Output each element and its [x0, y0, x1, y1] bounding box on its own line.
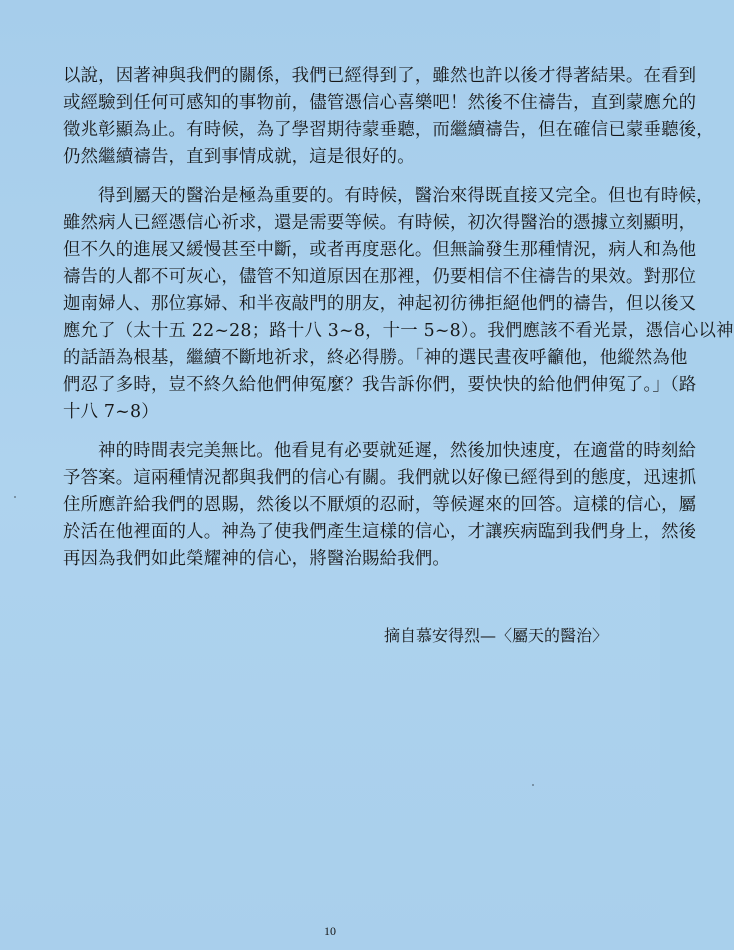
text-line: 得到屬天的醫治是極為重要的。有時候，醫治來得既直接又完全。但也有時候，	[98, 186, 714, 206]
scan-speck	[532, 784, 534, 786]
text-line: 十八 7~8）	[63, 402, 159, 422]
text-line: 的話語為根基，繼續不斷地祈求，終必得勝。「神的選民晝夜呼籲他，他縱然為他	[63, 348, 688, 368]
text-line: 仍然繼續禱告，直到事情成就，這是很好的。	[63, 147, 415, 167]
text-line: 雖然病人已經憑信心祈求，還是需要等候。有時候，初次得醫治的憑據立刻顯明，	[63, 213, 697, 233]
page-number: 10	[324, 924, 336, 938]
text-line: 住所應許給我們的恩賜，然後以不厭煩的忍耐，等候遲來的回答。這樣的信心，屬	[63, 495, 697, 515]
text-line: 但不久的進展又緩慢甚至中斷，或者再度惡化。但無論發生那種情況，病人和為他	[63, 240, 697, 260]
text-line: 予答案。這兩種情況都與我們的信心有關。我們就以好像已經得到的態度，迅速抓	[63, 468, 697, 488]
text-line: 迦南婦人、那位寡婦、和半夜敲門的朋友，神起初彷彿拒絕他們的禱告，但以後又	[63, 294, 697, 314]
text-line: 應允了（太十五 22~28；路十八 3~8，十一 5~8）。我們應該不看光景，憑信心以神	[63, 321, 734, 341]
text-line: 們忍了多時，豈不終久給他們伸冤麼？我告訴你們，要快快的給他們伸冤了。」（路	[63, 375, 697, 395]
text-line: 神的時間表完美無比。他看見有必要就延遲，然後加快速度，在適當的時刻給	[98, 441, 697, 461]
text-line: 徵兆彰顯為止。有時候，為了學習期待蒙垂聽，而繼續禱告，但在確信已蒙垂聽後，	[63, 120, 714, 140]
text-line: 或經驗到任何可感知的事物前，儘管憑信心喜樂吧！然後不住禱告，直到蒙應允的	[63, 93, 697, 113]
scan-speck	[14, 496, 16, 498]
attribution: 摘自慕安得烈—〈屬天的醫治〉	[384, 626, 609, 645]
text-line: 以說，因著神與我們的關係，我們已經得到了，雖然也許以後才得著結果。在看到	[63, 66, 697, 86]
text-line: 再因為我們如此榮耀神的信心，將醫治賜給我們。	[63, 549, 450, 569]
text-line: 禱告的人都不可灰心，儘管不知道原因在那裡，仍要相信不住禱告的果效。對那位	[63, 267, 697, 287]
text-line: 於活在他裡面的人。神為了使我們產生這樣的信心，才讓疾病臨到我們身上，然後	[63, 522, 697, 542]
